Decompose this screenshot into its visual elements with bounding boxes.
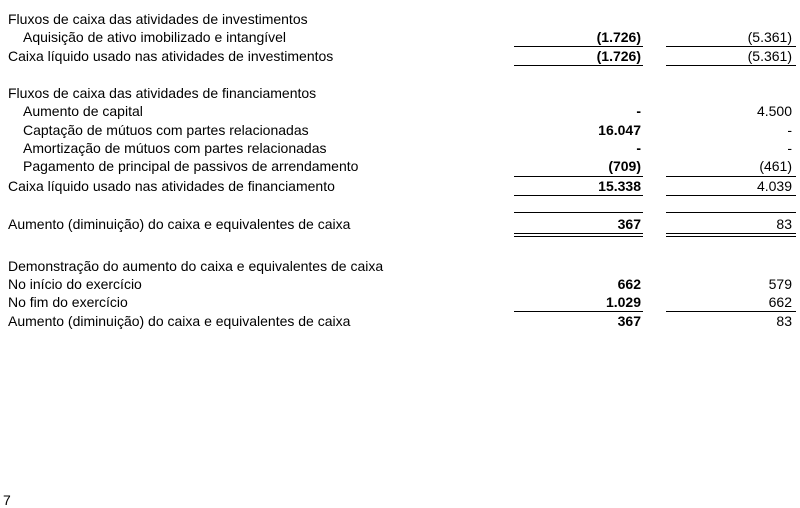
value-prior-year: -	[787, 140, 792, 156]
rule-line	[666, 311, 796, 312]
value-prior-year: 4.039	[756, 178, 792, 194]
section-header-demonstracao	[0, 258, 800, 276]
value-prior-year: 579	[768, 276, 792, 292]
subtotal-row	[0, 178, 800, 196]
row-label: Aumento de capital	[23, 103, 143, 119]
row-label: Caixa líquido usado nas atividades de investimentos	[8, 48, 334, 64]
total-row	[0, 216, 800, 234]
value-current-year: (1.726)	[596, 29, 641, 45]
page-number: 7	[3, 492, 11, 508]
rule-line	[666, 195, 796, 196]
table-row	[0, 122, 800, 140]
value-prior-year: 662	[768, 294, 792, 310]
rule-line	[514, 212, 643, 213]
row-label: Amortização de mútuos com partes relacionadas	[23, 140, 327, 156]
row-label: Pagamento de principal de passivos de arrendamento	[23, 158, 359, 174]
rule-line	[666, 176, 796, 177]
rule-line	[514, 46, 643, 47]
rule-line	[666, 212, 796, 213]
value-current-year: -	[636, 140, 641, 156]
row-label: Demonstração do aumento do caixa e equivalentes de caixa	[8, 258, 384, 274]
section-header-investimentos	[0, 11, 800, 29]
rule-line	[666, 46, 796, 47]
double-rule-top	[514, 233, 643, 234]
value-current-year: 1.029	[605, 294, 641, 310]
row-label: No início do exercício	[8, 276, 142, 292]
rule-line	[514, 195, 643, 196]
section-header-financiamentos	[0, 85, 800, 103]
double-rule-bottom	[514, 236, 643, 237]
table-row	[0, 158, 800, 176]
row-label: Fluxos de caixa das atividades de investimentos	[8, 11, 308, 27]
rule-line	[666, 65, 796, 66]
row-label: Aquisição de ativo imobilizado e intangível	[23, 29, 287, 45]
row-label: Caixa líquido usado nas atividades de financiamento	[8, 178, 335, 194]
value-current-year: (1.726)	[596, 48, 641, 64]
total-row	[0, 313, 800, 331]
row-label: Aumento (diminuição) do caixa e equivalentes de caixa	[8, 216, 351, 232]
value-current-year: 367	[617, 313, 641, 329]
value-current-year: -	[636, 103, 641, 119]
value-current-year: 367	[617, 216, 641, 232]
value-prior-year: (461)	[759, 158, 792, 174]
value-prior-year: 83	[776, 313, 792, 329]
value-prior-year: (5.361)	[747, 29, 792, 45]
value-prior-year: 83	[776, 216, 792, 232]
double-rule-bottom	[666, 236, 796, 237]
value-current-year: (709)	[608, 158, 641, 174]
row-label: Fluxos de caixa das atividades de financiamentos	[8, 85, 317, 101]
row-label: Aumento (diminuição) do caixa e equivalentes de caixa	[8, 313, 351, 329]
table-row	[0, 29, 800, 47]
table-row	[0, 276, 800, 294]
value-current-year: 15.338	[598, 178, 641, 194]
table-row	[0, 140, 800, 158]
double-rule-top	[666, 233, 796, 234]
row-label: Captação de mútuos com partes relacionadas	[23, 122, 309, 138]
value-prior-year: -	[787, 122, 792, 138]
subtotal-row	[0, 48, 800, 66]
rule-line	[514, 65, 643, 66]
row-label: No fim do exercício	[8, 294, 128, 310]
value-current-year: 16.047	[598, 122, 641, 138]
value-prior-year: (5.361)	[747, 48, 792, 64]
table-row	[0, 103, 800, 121]
rule-line	[514, 311, 643, 312]
value-current-year: 662	[617, 276, 641, 292]
rule-line	[514, 176, 643, 177]
table-row	[0, 294, 800, 312]
value-prior-year: 4.500	[756, 103, 792, 119]
